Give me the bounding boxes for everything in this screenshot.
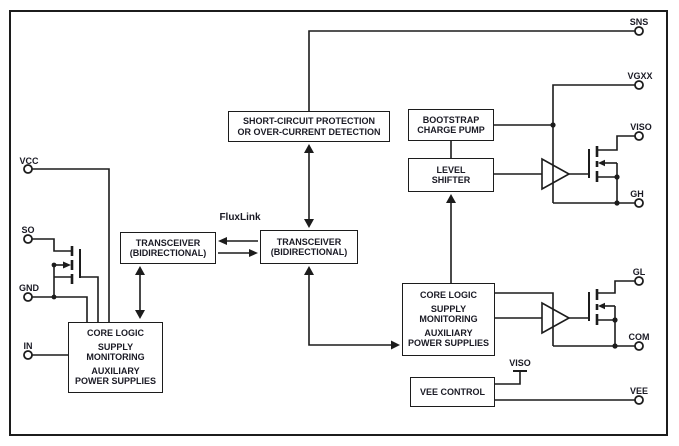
sns-terminal <box>635 27 643 35</box>
vee-terminal <box>635 396 643 404</box>
pin-label-in: IN <box>23 341 33 351</box>
block-text: CORE LOGIC <box>86 328 144 339</box>
pin-label-vcc: VCC <box>19 156 39 166</box>
block-text: SUPPLY <box>97 341 134 352</box>
block-bootstrap-charge-pump <box>408 109 494 141</box>
so-terminal <box>24 235 32 243</box>
pin-label-viso: VISO <box>630 122 652 132</box>
block-text: POWER SUPPLIES <box>74 376 156 387</box>
block-text: MONITORING <box>86 352 145 363</box>
wire-vgxx <box>553 85 635 203</box>
fluxlink-label: FluxLink <box>219 212 261 223</box>
block-text: MONITORING <box>419 314 478 325</box>
gh-terminal <box>635 199 643 207</box>
viso-tap-label: VISO <box>509 358 531 368</box>
block-text: SUPPLY <box>430 303 467 314</box>
block-text: TRANSCEIVER <box>276 236 342 247</box>
pin-label-sns: SNS <box>629 17 649 27</box>
block-text: AUXILIARY <box>424 327 473 338</box>
wire-transceiver-core-right <box>309 274 392 345</box>
pin-label-vee: VEE <box>629 386 648 396</box>
block-text: AUXILIARY <box>91 365 140 376</box>
wire-so <box>32 239 72 251</box>
pin-label-com: COM <box>628 332 650 342</box>
block-core-logic-right <box>402 283 495 356</box>
wire-viso-tap <box>495 371 520 384</box>
vcc-terminal <box>24 165 32 173</box>
block-text: CHARGE PUMP <box>417 125 485 135</box>
pin-label-gnd: GND <box>19 283 39 293</box>
in-terminal <box>24 351 32 359</box>
low-side-buffer-icon <box>542 303 569 333</box>
block-text: SHORT-CIRCUIT PROTECTION <box>243 116 375 126</box>
pin-label-vgxx: VGXX <box>627 71 653 81</box>
com-terminal <box>635 342 643 350</box>
viso-terminal <box>635 132 643 140</box>
block-text: OR OVER-CURRENT DETECTION <box>237 126 381 137</box>
wire-sns <box>309 31 635 111</box>
block-text: LEVEL <box>436 164 466 175</box>
block-text: SHIFTER <box>431 175 471 185</box>
nmos-fault-transistor-icon <box>54 246 98 322</box>
block-text: CORE LOGIC <box>419 290 477 301</box>
block-text: (BIDIRECTIONAL) <box>129 248 207 258</box>
vgxx-terminal <box>635 81 643 89</box>
block-text: TRANSCEIVER <box>135 237 201 248</box>
block-text: (BIDIRECTIONAL) <box>270 247 348 257</box>
block-vee-control <box>410 377 495 407</box>
block-transceiver-left <box>120 232 216 264</box>
block-text: BOOTSTRAP <box>422 114 480 125</box>
block-level-shifter <box>408 158 494 192</box>
block-text: POWER SUPPLIES <box>407 338 489 349</box>
block-text: VEE CONTROL <box>419 386 485 397</box>
pin-label-so: SO <box>21 225 35 235</box>
gnd-terminal <box>24 293 32 301</box>
pin-label-gh: GH <box>630 189 644 199</box>
block-core-logic-left <box>68 322 163 393</box>
wire-gnd <box>32 297 87 322</box>
gl-terminal <box>635 277 643 285</box>
block-short-circuit-protection <box>228 111 390 142</box>
block-transceiver-right <box>260 230 358 264</box>
high-side-buffer-icon <box>542 159 569 189</box>
pin-label-gl: GL <box>632 267 646 277</box>
